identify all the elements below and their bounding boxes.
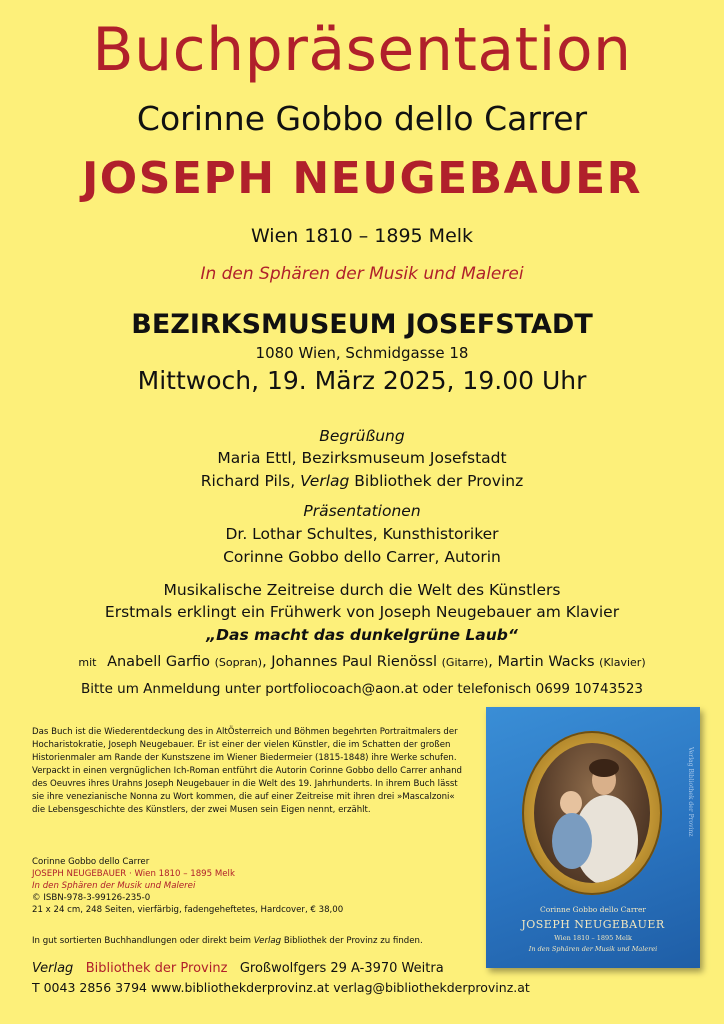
presentations-heading: Präsentationen <box>303 502 421 520</box>
book-subtitle: In den Sphären der Musik und Malerei <box>200 264 524 284</box>
welcome-speaker-2-verlag: Verlag <box>300 472 350 490</box>
portrait-frame <box>522 731 662 895</box>
book-info-specs: 21 x 24 cm, 248 Seiten, vierfärbig, fadengeheftetes, Hardcover, € 38,00 <box>32 905 344 915</box>
performer-2: Johannes Paul Rienössl <box>271 654 438 670</box>
performers-mit: mit <box>78 656 97 669</box>
portrait-painting <box>534 743 650 883</box>
book-description: Das Buch ist die Wiederentdeckung des in AltÖsterreich und Böhmen begehrten Portraitmalers der Hocharistokratie, Joseph Neugebauer. Er ist einer der vielen Künstler, die im Schatten der großen Historienmaler am Rande der Kunstszene im Wiener Biedermeier (1815-1848) ihre Werke schufen. Verpackt in einen vergnüglichen Ich-Roman entführt die Autorin Corinne Gobbo dello Carrer anhand des Oeuvres ihres Urahns Joseph Neugebauer in die Welt des 19. Jahrhunderts. In ihrem Buch lässt sie ihre venezianische Nonna zu Wort kommen, die auf einer Zeitreise mit ihren drei »Mascalzoni« die Lebensgeschichte des Künstlers, der zwei Musen sein Eigen nennt, erzählt. <box>32 727 463 815</box>
publisher-contact: T 0043 2856 3794 www.bibliothekderprovinz.at verlag@bibliothekderprovinz.at <box>32 980 530 995</box>
song-title: „Das macht das dunkelgrüne Laub“ <box>206 626 518 644</box>
welcome-speaker-1: Maria Ettl, Bezirksmuseum Josefstadt <box>217 449 507 467</box>
availability-suffix: Bibliothek der Provinz zu finden. <box>281 936 423 946</box>
performers-line: mit Anabell Garfio (Sopran), Johannes Paul Rienössl (Gitarre), Martin Wacks (Klavier) <box>78 654 646 670</box>
availability-prefix: In gut sortierten Buchhandlungen oder direkt beim <box>32 936 254 946</box>
performer-1: Anabell Garfio <box>107 654 210 670</box>
publisher-address: Großwolfgers 29 A-3970 Weitra <box>239 961 444 976</box>
music-line-1: Musikalische Zeitreise durch die Welt des Künstlers <box>163 581 561 599</box>
book-info-author: Corinne Gobbo dello Carrer <box>32 857 150 867</box>
book-info-title: JOSEPH NEUGEBAUER · Wien 1810 – 1895 Melk <box>32 869 235 879</box>
registration-note: Bitte um Anmeldung unter portfoliocoach@aon.at oder telefonisch 0699 10743523 <box>80 681 644 697</box>
welcome-speaker-2 <box>0 470 724 493</box>
publisher-line <box>32 960 444 978</box>
cover-title: JOSEPH NEUGEBAUER <box>521 918 665 931</box>
availability-note <box>32 935 468 947</box>
portrait-child-head <box>560 791 582 815</box>
cover-author: Corinne Gobbo dello Carrer <box>539 905 647 914</box>
cover-subtitle: In den Sphären der Musik und Malerei <box>528 945 658 953</box>
performer-1-role: (Sopran) <box>214 656 263 669</box>
book-info <box>32 856 452 916</box>
performer-3: Martin Wacks <box>497 654 595 670</box>
presenter-1: Dr. Lothar Schultes, Kunsthistoriker <box>225 525 499 543</box>
author-name: Corinne Gobbo dello Carrer <box>136 99 588 138</box>
subject-name: JOSEPH NEUGEBAUER <box>81 153 643 204</box>
cover-side-text: Verlag Bibliothek der Provinz <box>687 747 694 837</box>
presenter-2: Corinne Gobbo dello Carrer, Autorin <box>223 548 501 566</box>
welcome-speaker-2-prefix: Richard Pils, <box>200 472 301 490</box>
venue-address: 1080 Wien, Schmidgasse 18 <box>255 344 469 362</box>
performer-2-role: (Gitarre) <box>441 656 489 669</box>
publisher-name: Bibliothek der Provinz <box>85 961 228 976</box>
portrait-mother-hair <box>589 759 619 777</box>
performer-3-role: (Klavier) <box>599 656 646 669</box>
publisher-verlag: Verlag <box>32 961 74 976</box>
life-dates: Wien 1810 – 1895 Melk <box>250 225 474 247</box>
event-title: Buchpräsentation <box>92 15 632 85</box>
availability-verlag: Verlag <box>253 936 282 946</box>
book-info-subtitle: In den Sphären der Musik und Malerei <box>32 881 196 891</box>
book-cover-image <box>486 707 700 968</box>
portrait-child-body <box>552 813 592 869</box>
cover-dates: Wien 1810 – 1895 Melk <box>554 934 632 942</box>
book-info-isbn: © ISBN-978-3-99126-235-0 <box>32 893 151 903</box>
welcome-speaker-2-suffix: Bibliothek der Provinz <box>349 472 524 490</box>
music-line-2: Erstmals erklingt ein Frühwerk von Joseph Neugebauer am Klavier <box>104 603 620 621</box>
welcome-heading: Begrüßung <box>319 427 405 445</box>
venue-name: BEZIRKSMUSEUM JOSEFSTADT <box>131 309 593 340</box>
event-datetime: Mittwoch, 19. März 2025, 19.00 Uhr <box>137 366 587 395</box>
